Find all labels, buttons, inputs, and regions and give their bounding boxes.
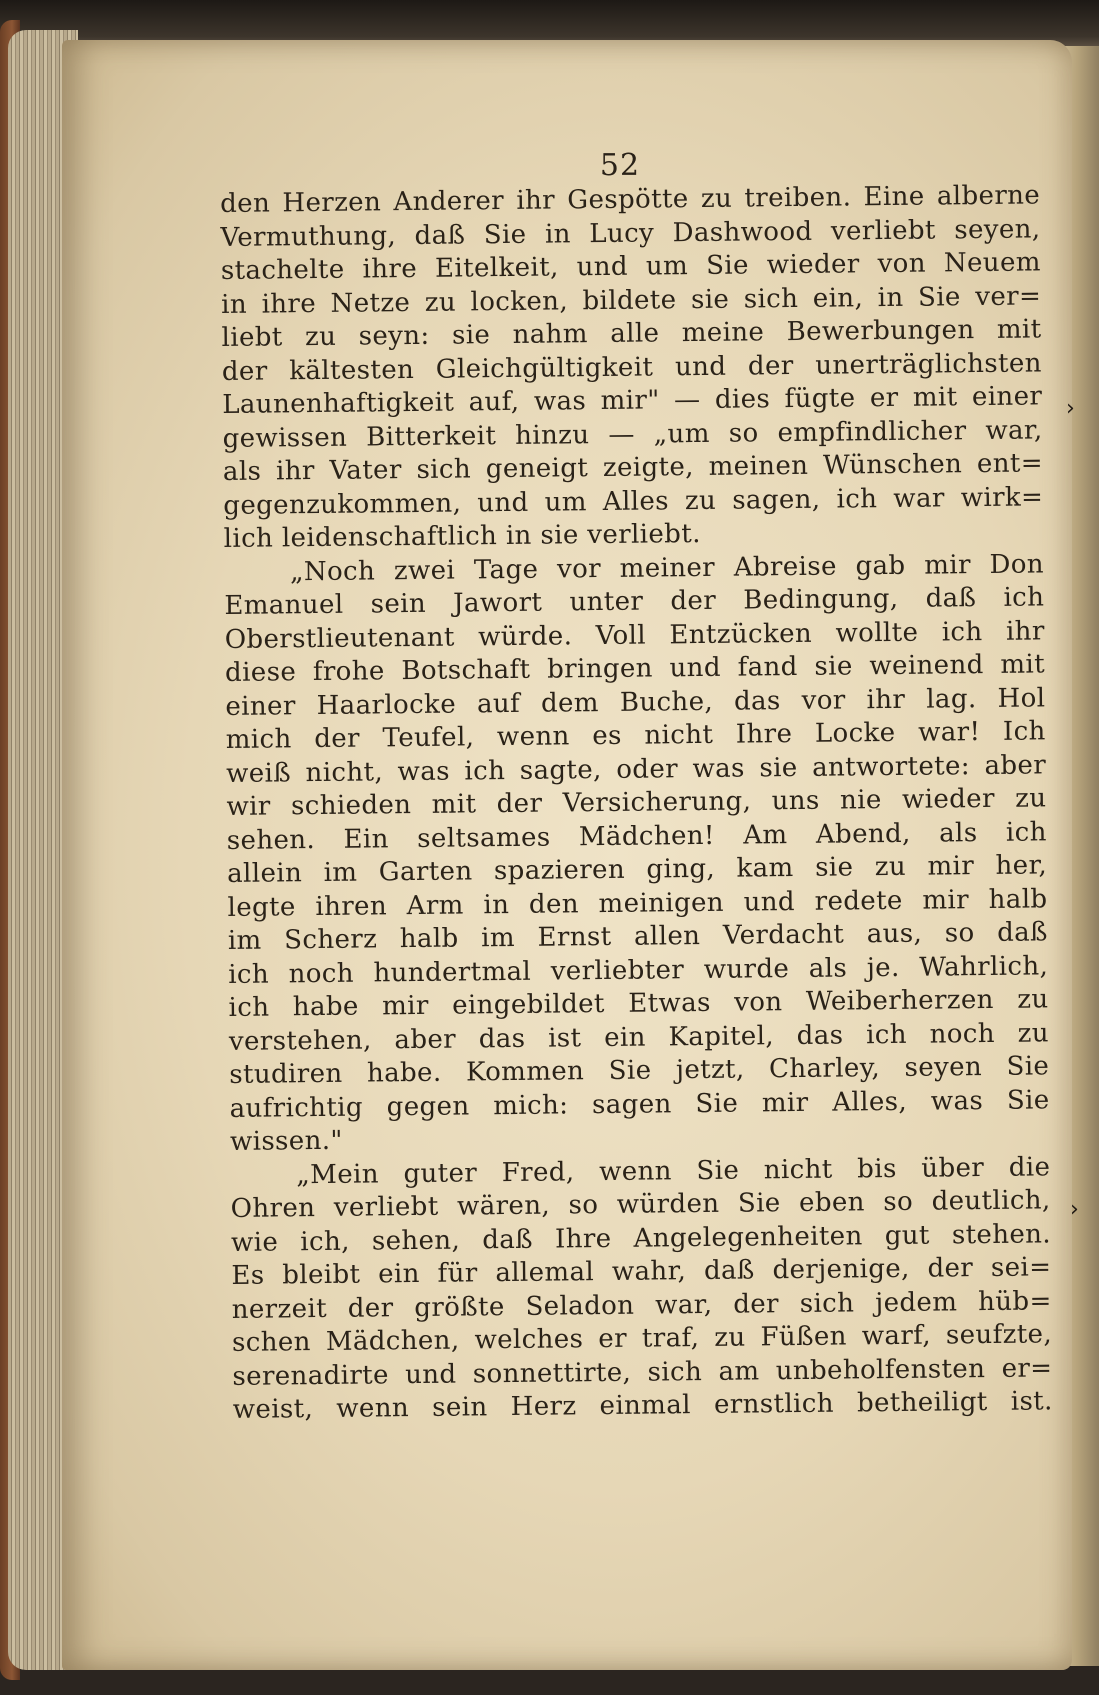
text-line: Oberstlieutenant würde. Voll Entzücken wollte ich ihr: [224, 615, 1045, 655]
text-line: liebt zu seyn: sie nahm alle meine Bewerbungen mit: [221, 314, 1042, 353]
text-line: Emanuel sein Jawort unter der Bedingung, daß ich: [224, 582, 1045, 621]
text-line: ich habe mir eingebildet Etwas von Weiberherzen zu: [228, 984, 1049, 1023]
text-line: weist, wenn sein Herz einmal ernstlich betheiligt ist.: [232, 1386, 1053, 1425]
text-line: mich der Teufel, wenn es nicht Ihre Locke war! Ich: [225, 716, 1046, 755]
text-line: legte ihren Arm in den meinigen und redete mir halb: [227, 883, 1048, 923]
text-line: gegenzukommen, und um Alles zu sagen, ich war wirk=: [223, 481, 1044, 521]
text-line: wie ich, sehen, daß Ihre Angelegenheiten gut stehen.: [230, 1218, 1052, 1258]
text-line: studiren habe. Kommen Sie jetzt, Charley, seyen Sie: [229, 1051, 1050, 1090]
page-text: [220, 179, 1053, 1427]
text-line: der kältesten Gleichgültigkeit und der unerträglichsten: [221, 347, 1043, 387]
text-line: in ihre Netze zu locken, bildete sie sich ein, in Sie ver=: [221, 280, 1042, 320]
text-line: diese frohe Botschaft bringen und fand sie weinend mit: [224, 649, 1046, 688]
text-line: Vermuthung, daß Sie in Lucy Dashwood verliebt seyen,: [220, 213, 1041, 253]
text-line: als ihr Vater sich geneigt zeigte, meinen Wünschen ent=: [222, 448, 1044, 487]
text-line: wir schieden mit der Versicherung, uns nie wieder zu: [226, 783, 1047, 822]
page-number: 52: [599, 148, 641, 183]
text-line: sehen. Ein seltsames Mädchen! Am Abend, als ich: [226, 816, 1047, 856]
text-line: schen Mädchen, welches er traf, zu Füßen warf, seufzte,: [231, 1319, 1053, 1358]
text-line: weiß nicht, was ich sagte, oder was sie antwortete: aber: [225, 749, 1047, 789]
text-line: wissen.": [229, 1125, 343, 1157]
text-line: verstehen, aber das ist ein Kapitel, das ich noch zu: [228, 1017, 1050, 1057]
text-line: den Herzen Anderer ihr Gespötte zu treiben. Eine alberne: [220, 180, 1041, 219]
text-line: im Scherz halb im Ernst allen Verdacht aus, so daß: [227, 917, 1048, 956]
margin-mark-lower: ›: [1070, 1197, 1079, 1222]
text-line: Es bleibt ein für allemal wahr, daß derjenige, der sei=: [231, 1252, 1052, 1291]
text-line: „Noch zwei Tage vor meiner Abreise gab mir Don: [289, 548, 1045, 587]
margin-mark-upper: ›: [1066, 396, 1075, 421]
text-line: gewissen Bitterkeit hinzu — „um so empfindlicher war,: [222, 414, 1043, 454]
text-line: nerzeit der größte Seladon war, der sich jedem hüb=: [231, 1285, 1052, 1325]
text-line: stachelte ihre Eitelkeit, und um Sie wieder von Neuem: [220, 247, 1041, 286]
text-line: „Mein guter Fred, wenn Sie nicht bis über die: [296, 1151, 1051, 1190]
text-line: Ohren verliebt wären, so würden Sie eben so deutlich,: [230, 1185, 1051, 1224]
text-line: serenadirte und sonnettirte, sich am unbeholfensten er=: [232, 1352, 1053, 1392]
text-line: aufrichtig gegen mich: sagen Sie mir Alles, was Sie: [229, 1084, 1050, 1124]
text-line: ich noch hundertmal verliebter wurde als je. Wahrlich,: [228, 950, 1049, 990]
text-line: Launenhaftigkeit auf, was mir" — dies fügte er mit einer: [222, 381, 1043, 420]
text-line: einer Haarlocke auf dem Buche, das vor ihr lag. Hol: [225, 682, 1046, 722]
text-line: allein im Garten spazieren ging, kam sie zu mir her,: [227, 850, 1048, 889]
text-line: lich leidenschaftlich in sie verliebt.: [223, 518, 701, 554]
